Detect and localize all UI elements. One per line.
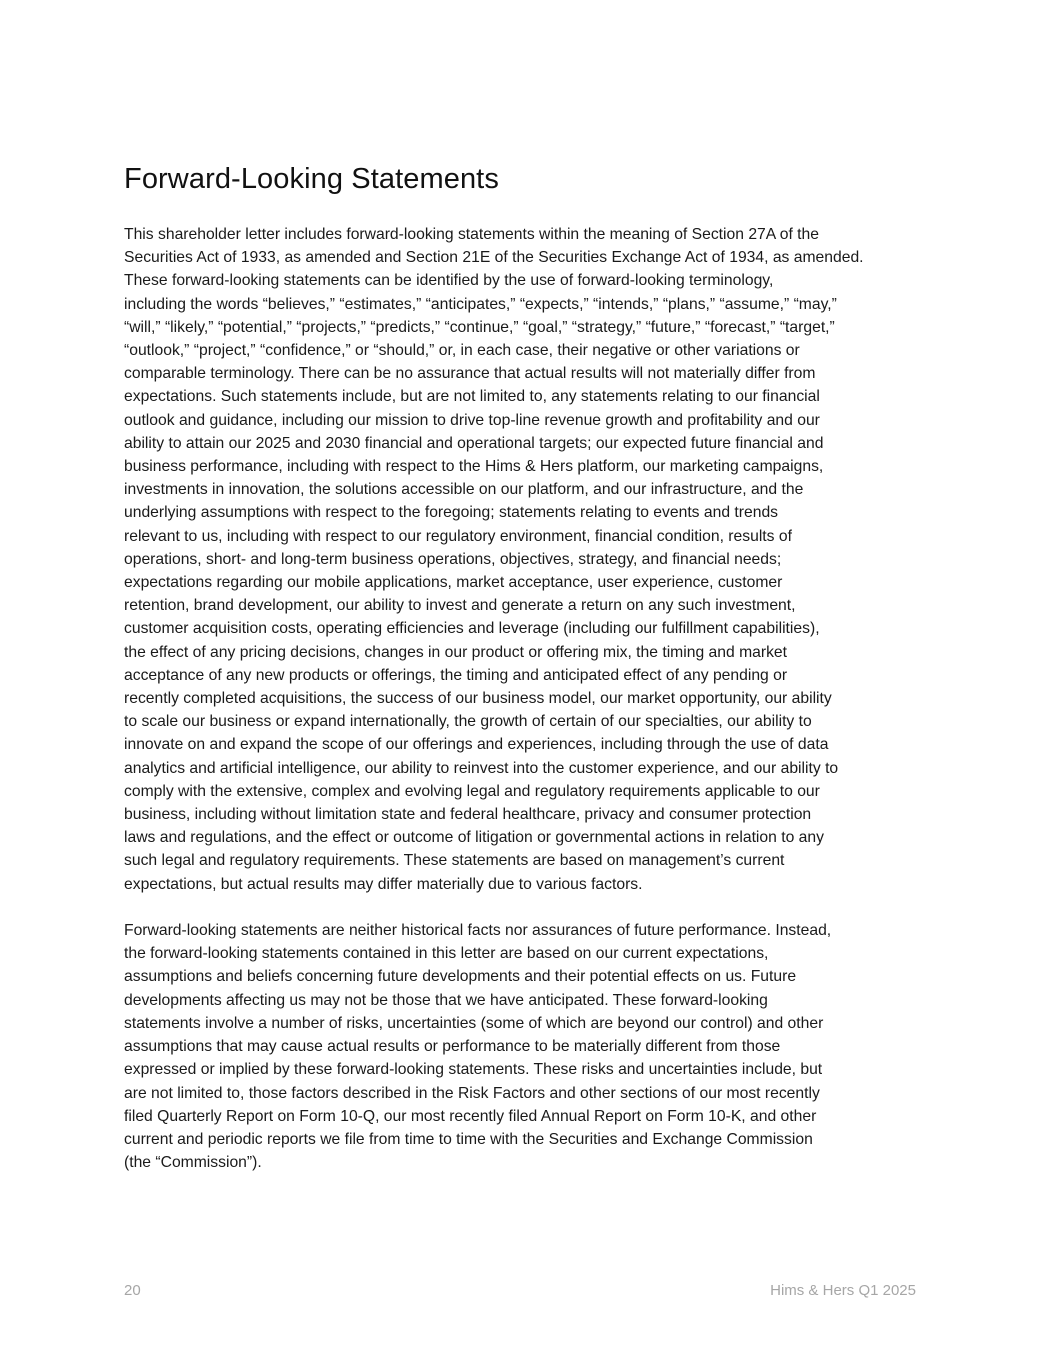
text-line: expressed or implied by these forward-looking statements. These risks and uncertainties include, but [124, 1061, 823, 1079]
text-line: are not limited to, those factors described in the Risk Factors and other sections of our most recently [124, 1084, 820, 1102]
text-line: to scale our business or expand internationally, the growth of certain of our specialties, our ability to [124, 713, 812, 731]
text-line: expectations. Such statements include, but are not limited to, any statements relating to our financial [124, 388, 820, 406]
text-line: (the “Commission”). [124, 1154, 262, 1172]
text-line: customer acquisition costs, operating efficiencies and leverage (including our fulfillment capabilities), [124, 620, 820, 638]
text-line: This shareholder letter includes forward-looking statements within the meaning of Section 27A of the [124, 226, 819, 243]
text-line: comparable terminology. There can be no assurance that actual results will not materially differ from [124, 365, 816, 383]
text-line: developments affecting us may not be those that we have anticipated. These forward-looking [124, 991, 768, 1009]
document-body [124, 223, 932, 1198]
text-line: expectations, but actual results may differ materially due to various factors. [124, 875, 643, 893]
paragraph-forward-looking-risks [124, 919, 932, 1174]
text-line: Securities Act of 1933, as amended and Section 21E of the Securities Exchange Act of 1934, as amended. [124, 249, 864, 267]
footer-report-label: Hims & Hers Q1 2025 [770, 1282, 916, 1299]
paragraph-forward-looking-intro [124, 223, 932, 896]
text-line: filed Quarterly Report on Form 10-Q, our most recently filed Annual Report on Form 10-K, and other [124, 1107, 817, 1125]
text-line: operations, short- and long-term business operations, objectives, strategy, and financial needs; [124, 550, 782, 568]
text-line: investments in innovation, the solutions accessible on our platform, and our infrastructure, and the [124, 481, 804, 499]
text-line: innovate on and expand the scope of our offerings and experiences, including through the use of data [124, 736, 829, 754]
text-line: assumptions that may cause actual results or performance to be materially different from those [124, 1038, 781, 1056]
text-line: including the words “believes,” “estimates,” “anticipates,” “expects,” “intends,” “plans,” “assume,” “may,” [124, 295, 837, 313]
text-line: relevant to us, including with respect to our regulatory environment, financial condition, results of [124, 527, 792, 545]
text-line: recently completed acquisitions, the success of our business model, our market opportunity, our ability [124, 690, 832, 708]
text-line: comply with the extensive, complex and evolving legal and regulatory requirements applicable to our [124, 782, 820, 800]
text-line: business, including without limitation state and federal healthcare, privacy and consumer protection [124, 806, 812, 824]
text-line: analytics and artificial intelligence, our ability to reinvest into the customer experience, and our ability to [124, 759, 839, 777]
text-line: outlook and guidance, including our mission to drive top-line revenue growth and profitability and our [124, 411, 820, 429]
text-line: laws and regulations, and the effect or outcome of litigation or governmental actions in relation to any [124, 829, 824, 847]
text-line: assumptions and beliefs concerning future developments and their potential effects on us. Future [124, 968, 797, 986]
text-line: These forward-looking statements can be identified by the use of forward-looking terminology, [124, 272, 774, 290]
text-line: the forward-looking statements contained in this letter are based on our current expectations, [124, 945, 769, 963]
text-line: acceptance of any new products or offerings, the timing and anticipated effect of any pending or [124, 666, 788, 684]
text-line: retention, brand development, our ability to invest and generate a return on any such investment, [124, 597, 796, 615]
text-line: “outlook,” “project,” “confidence,” or “should,” or, in each case, their negative or other variations or [124, 342, 800, 360]
text-line: the effect of any pricing decisions, changes in our product or offering mix, the timing and market [124, 643, 788, 661]
text-line: statements involve a number of risks, uncertainties (some of which are beyond our control) and other [124, 1014, 824, 1032]
footer-page-number: 20 [124, 1282, 141, 1299]
text-line: “will,” “likely,” “potential,” “projects,” “predicts,” “continue,” “goal,” “strategy,” “future,” “forecast,” “target,” [124, 318, 835, 336]
text-line: business performance, including with respect to the Hims & Hers platform, our marketing campaigns, [124, 458, 824, 476]
text-line: such legal and regulatory requirements. These statements are based on management’s current [124, 852, 785, 870]
text-line: ability to attain our 2025 and 2030 financial and operational targets; our expected future financial and [124, 434, 824, 452]
page-title: Forward-Looking Statements [124, 163, 499, 195]
text-line: underlying assumptions with respect to the foregoing; statements relating to events and trends [124, 504, 779, 522]
text-line: Forward-looking statements are neither historical facts nor assurances of future performance. Instead, [124, 922, 832, 940]
text-line: current and periodic reports we file from time to time with the Securities and Exchange Commission [124, 1130, 813, 1148]
text-line: expectations regarding our mobile applications, market acceptance, user experience, customer [124, 574, 783, 592]
